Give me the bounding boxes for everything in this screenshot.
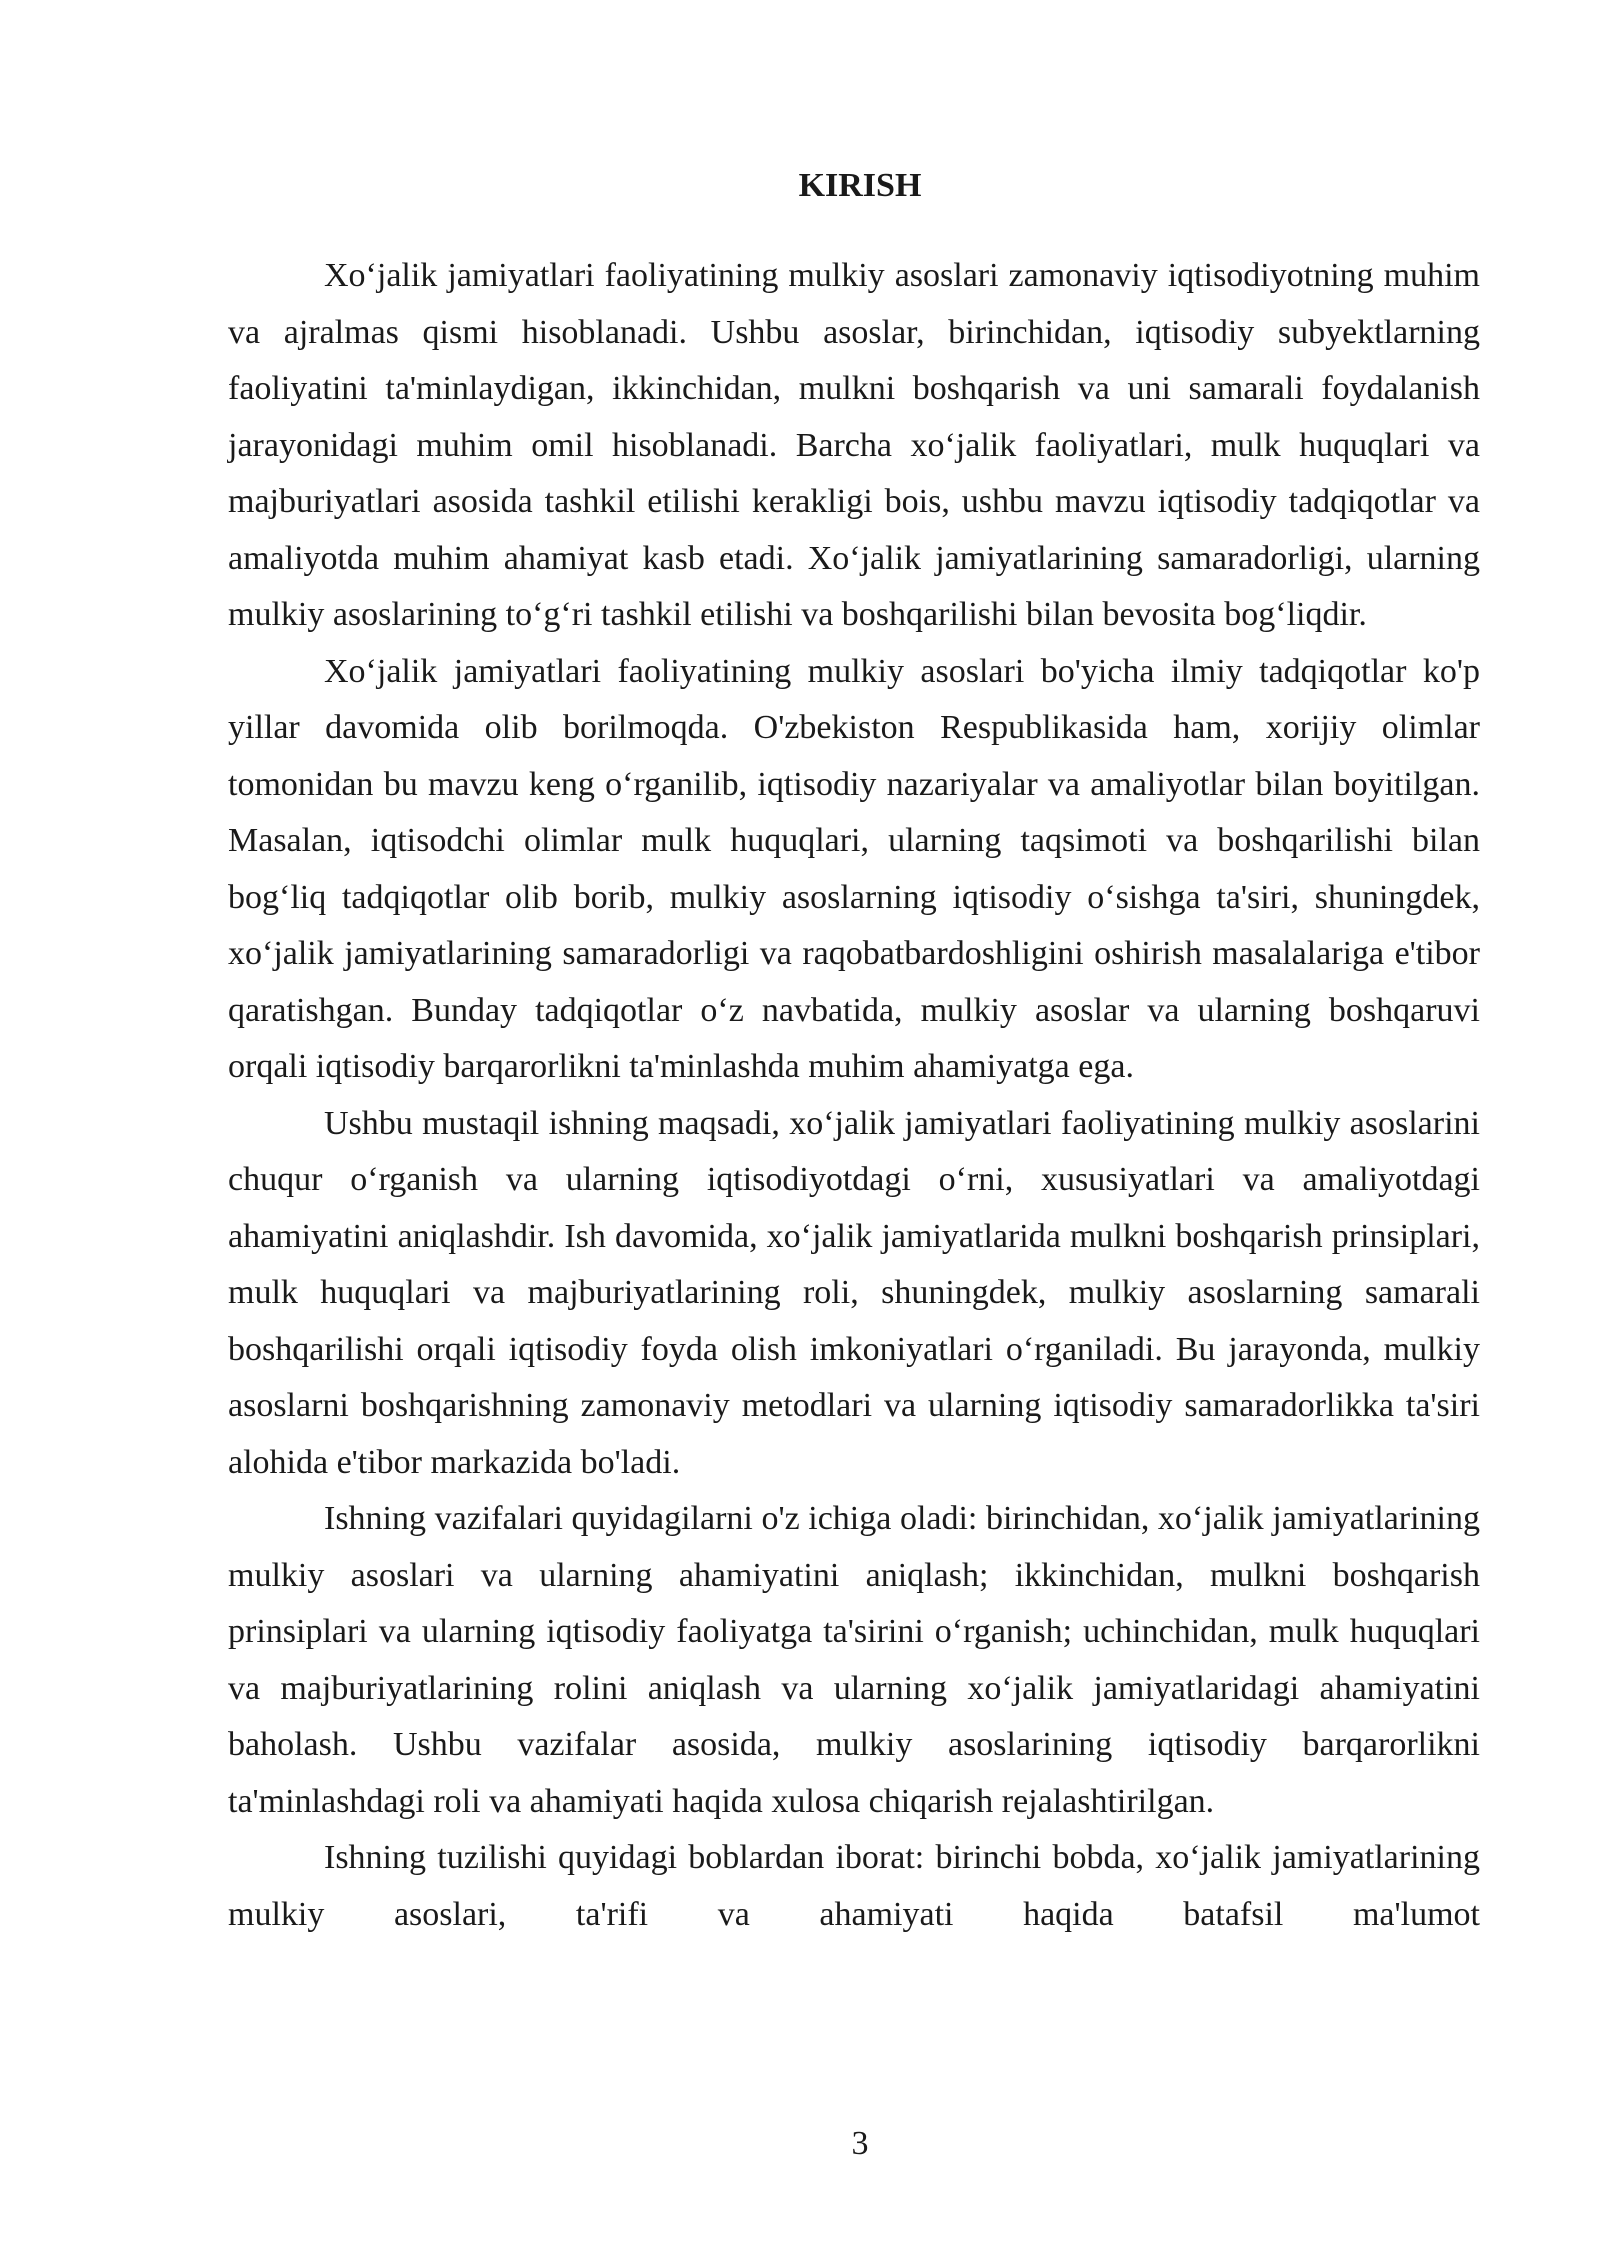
page-number: 3 xyxy=(851,2125,869,2162)
page-title: KIRISH xyxy=(798,167,922,204)
paragraph: Ishning vazifalari quyidagilarni o'z ichiga oladi: birinchidan, xo‘jalik jamiyatlarining mulkiy asoslari va ularning ahamiyatini aniqlash; ikkinchidan, mulkni boshqarish prinsiplari va ularning iqtisodiy faoliyatga ta'sirini o‘rganish; uchinchidan, mulk huquqlari va majburiyatlarining rolini aniqlash va ularning xo‘jalik jamiyatlaridagi ahamiyatini baholash. Ushbu vazifalar asosida, mulkiy asoslarining iqtisodiy barqarorlikni ta'minlashdagi roli va ahamiyati haqida xulosa chiqarish rejalashtirilgan. xyxy=(228,1500,1480,1820)
paragraph: Xo‘jalik jamiyatlari faoliyatining mulkiy asoslari bo'yicha ilmiy tadqiqotlar ko'p yillar davomida olib borilmoqda. O'zbekiston Respublikasida ham, xorijiy olimlar tomonidan bu mavzu keng o‘rganilib, iqtisodiy nazariyalar va amaliyotlar bilan boyitilgan. Masalan, iqtisodchi olimlar mulk huquqlari, ularning taqsimoti va boshqarilishi bilan bog‘liq tadqiqotlar olib borib, mulkiy asoslarning iqtisodiy o‘sishga ta'siri, shuningdek, xo‘jalik jamiyatlarining samaradorligi va raqobatbardoshligini oshirish masalalariga e'tibor qaratishgan. Bunday tadqiqotlar o‘z navbatida, mulkiy asoslar va ularning boshqaruvi orqali iqtisodiy barqarorlikni ta'minlashda muhim ahamiyatga ega. xyxy=(228,652,1480,1085)
paragraph-partial: Ishning tuzilishi quyidagi boblardan iborat: birinchi bobda, xo‘jalik jamiyatlarining mulkiy asoslari, ta'rifi va ahamiyati haqida batafsil ma'lumot xyxy=(228,1839,1480,1933)
document-body xyxy=(228,248,1480,1943)
paragraph: Xo‘jalik jamiyatlari faoliyatining mulkiy asoslari zamonaviy iqtisodiyotning muhim va ajralmas qismi hisoblanadi. Ushbu asoslar, birinchidan, iqtisodiy subyektlarning faoliyatini ta'minlaydigan, ikkinchidan, mulkni boshqarish va uni samarali foydalanish jarayonidagi muhim omil hisoblanadi. Barcha xo‘jalik faoliyatlari, mulk huquqlari va majburiyatlari asosida tashkil etilishi kerakligi bois, ushbu mavzu iqtisodiy tadqiqotlar va amaliyotda muhim ahamiyat kasb etadi. Xo‘jalik jamiyatlarining samaradorligi, ularning mulkiy asoslarining to‘g‘ri tashkil etilishi va boshqarilishi bilan bevosita bog‘liqdir. xyxy=(228,257,1480,633)
paragraph: Ushbu mustaqil ishning maqsadi, xo‘jalik jamiyatlari faoliyatining mulkiy asoslarini chuqur o‘rganish va ularning iqtisodiyotdagi o‘rni, xususiyatlari va amaliyotdagi ahamiyatini aniqlashdir. Ish davomida, xo‘jalik jamiyatlarida mulkni boshqarish prinsiplari, mulk huquqlari va majburiyatlarining roli, shuningdek, mulkiy asoslarning samarali boshqarilishi orqali iqtisodiy foyda olish imkoniyatlari o‘rganiladi. Bu jarayonda, mulkiy asoslarni boshqarishning zamonaviy metodlari va ularning iqtisodiy samaradorlikka ta'siri alohida e'tibor markazida bo'ladi. xyxy=(228,1104,1480,1481)
